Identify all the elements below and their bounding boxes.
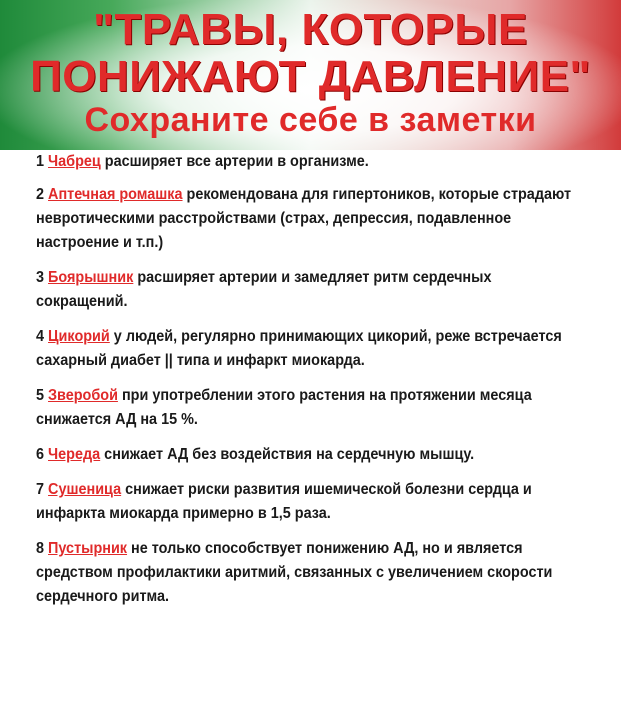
list-item: [36, 384, 538, 432]
herb-name: Чабрец: [48, 153, 101, 170]
item-text: у людей, регулярно принимающих цикорий, реже встречается сахарный диабет || типа и инфаркт миокарда.: [36, 328, 562, 369]
list-item: [36, 325, 585, 373]
item-text: снижает АД без воздействия на сердечную мышцу.: [104, 446, 475, 463]
subtitle: Сохраните себе в заметки: [84, 101, 537, 139]
item-number: 2: [36, 186, 45, 203]
title-line-1: "ТРАВЫ, КОТОРЫЕ: [93, 5, 528, 54]
item-text: снижает риски развития ишемической болезни сердца и инфаркта миокарда примерно в 1,5 раза.: [36, 481, 532, 522]
item-number: 5: [36, 387, 45, 404]
herb-name: Череда: [48, 446, 101, 463]
item-number: 7: [36, 481, 45, 498]
herb-name: Зверобой: [48, 387, 118, 404]
item-number: 1: [36, 153, 45, 170]
herb-list: [36, 150, 596, 620]
item-text: при употреблении этого растения на протяжении месяца снижается АД на 15 %.: [36, 387, 532, 428]
list-item: [36, 266, 557, 314]
item-text: расширяет артерии и замедляет ритм сердечных сокращений.: [36, 269, 492, 310]
list-item: [36, 537, 585, 609]
list-item: [36, 443, 566, 467]
herb-name: Боярышник: [48, 269, 134, 286]
item-number: 3: [36, 269, 45, 286]
item-number: 8: [36, 540, 45, 557]
item-text: не только способствует понижению АД, но и является средством профилактики аритмий, связанных с увеличением скорости сердечного ритма.: [36, 540, 553, 605]
header-banner: [0, 0, 621, 150]
item-text: рекомендована для гипертоников, которые страдают невротическими расстройствами (страх, депрессия, подавленное настроение и т.п.): [36, 186, 572, 251]
item-number: 6: [36, 446, 45, 463]
list-item: [36, 478, 575, 526]
item-text: расширяет все артерии в организме.: [104, 153, 369, 170]
herb-name: Цикорий: [48, 328, 110, 345]
list-item: [36, 150, 594, 174]
title-line-2: ПОНИЖАЮТ ДАВЛЕНИЕ": [30, 52, 591, 101]
herb-name: Сушеница: [48, 481, 122, 498]
list-item: [36, 183, 585, 255]
herb-name: Аптечная ромашка: [48, 186, 183, 203]
item-number: 4: [36, 328, 45, 345]
herb-name: Пустырник: [48, 540, 128, 557]
